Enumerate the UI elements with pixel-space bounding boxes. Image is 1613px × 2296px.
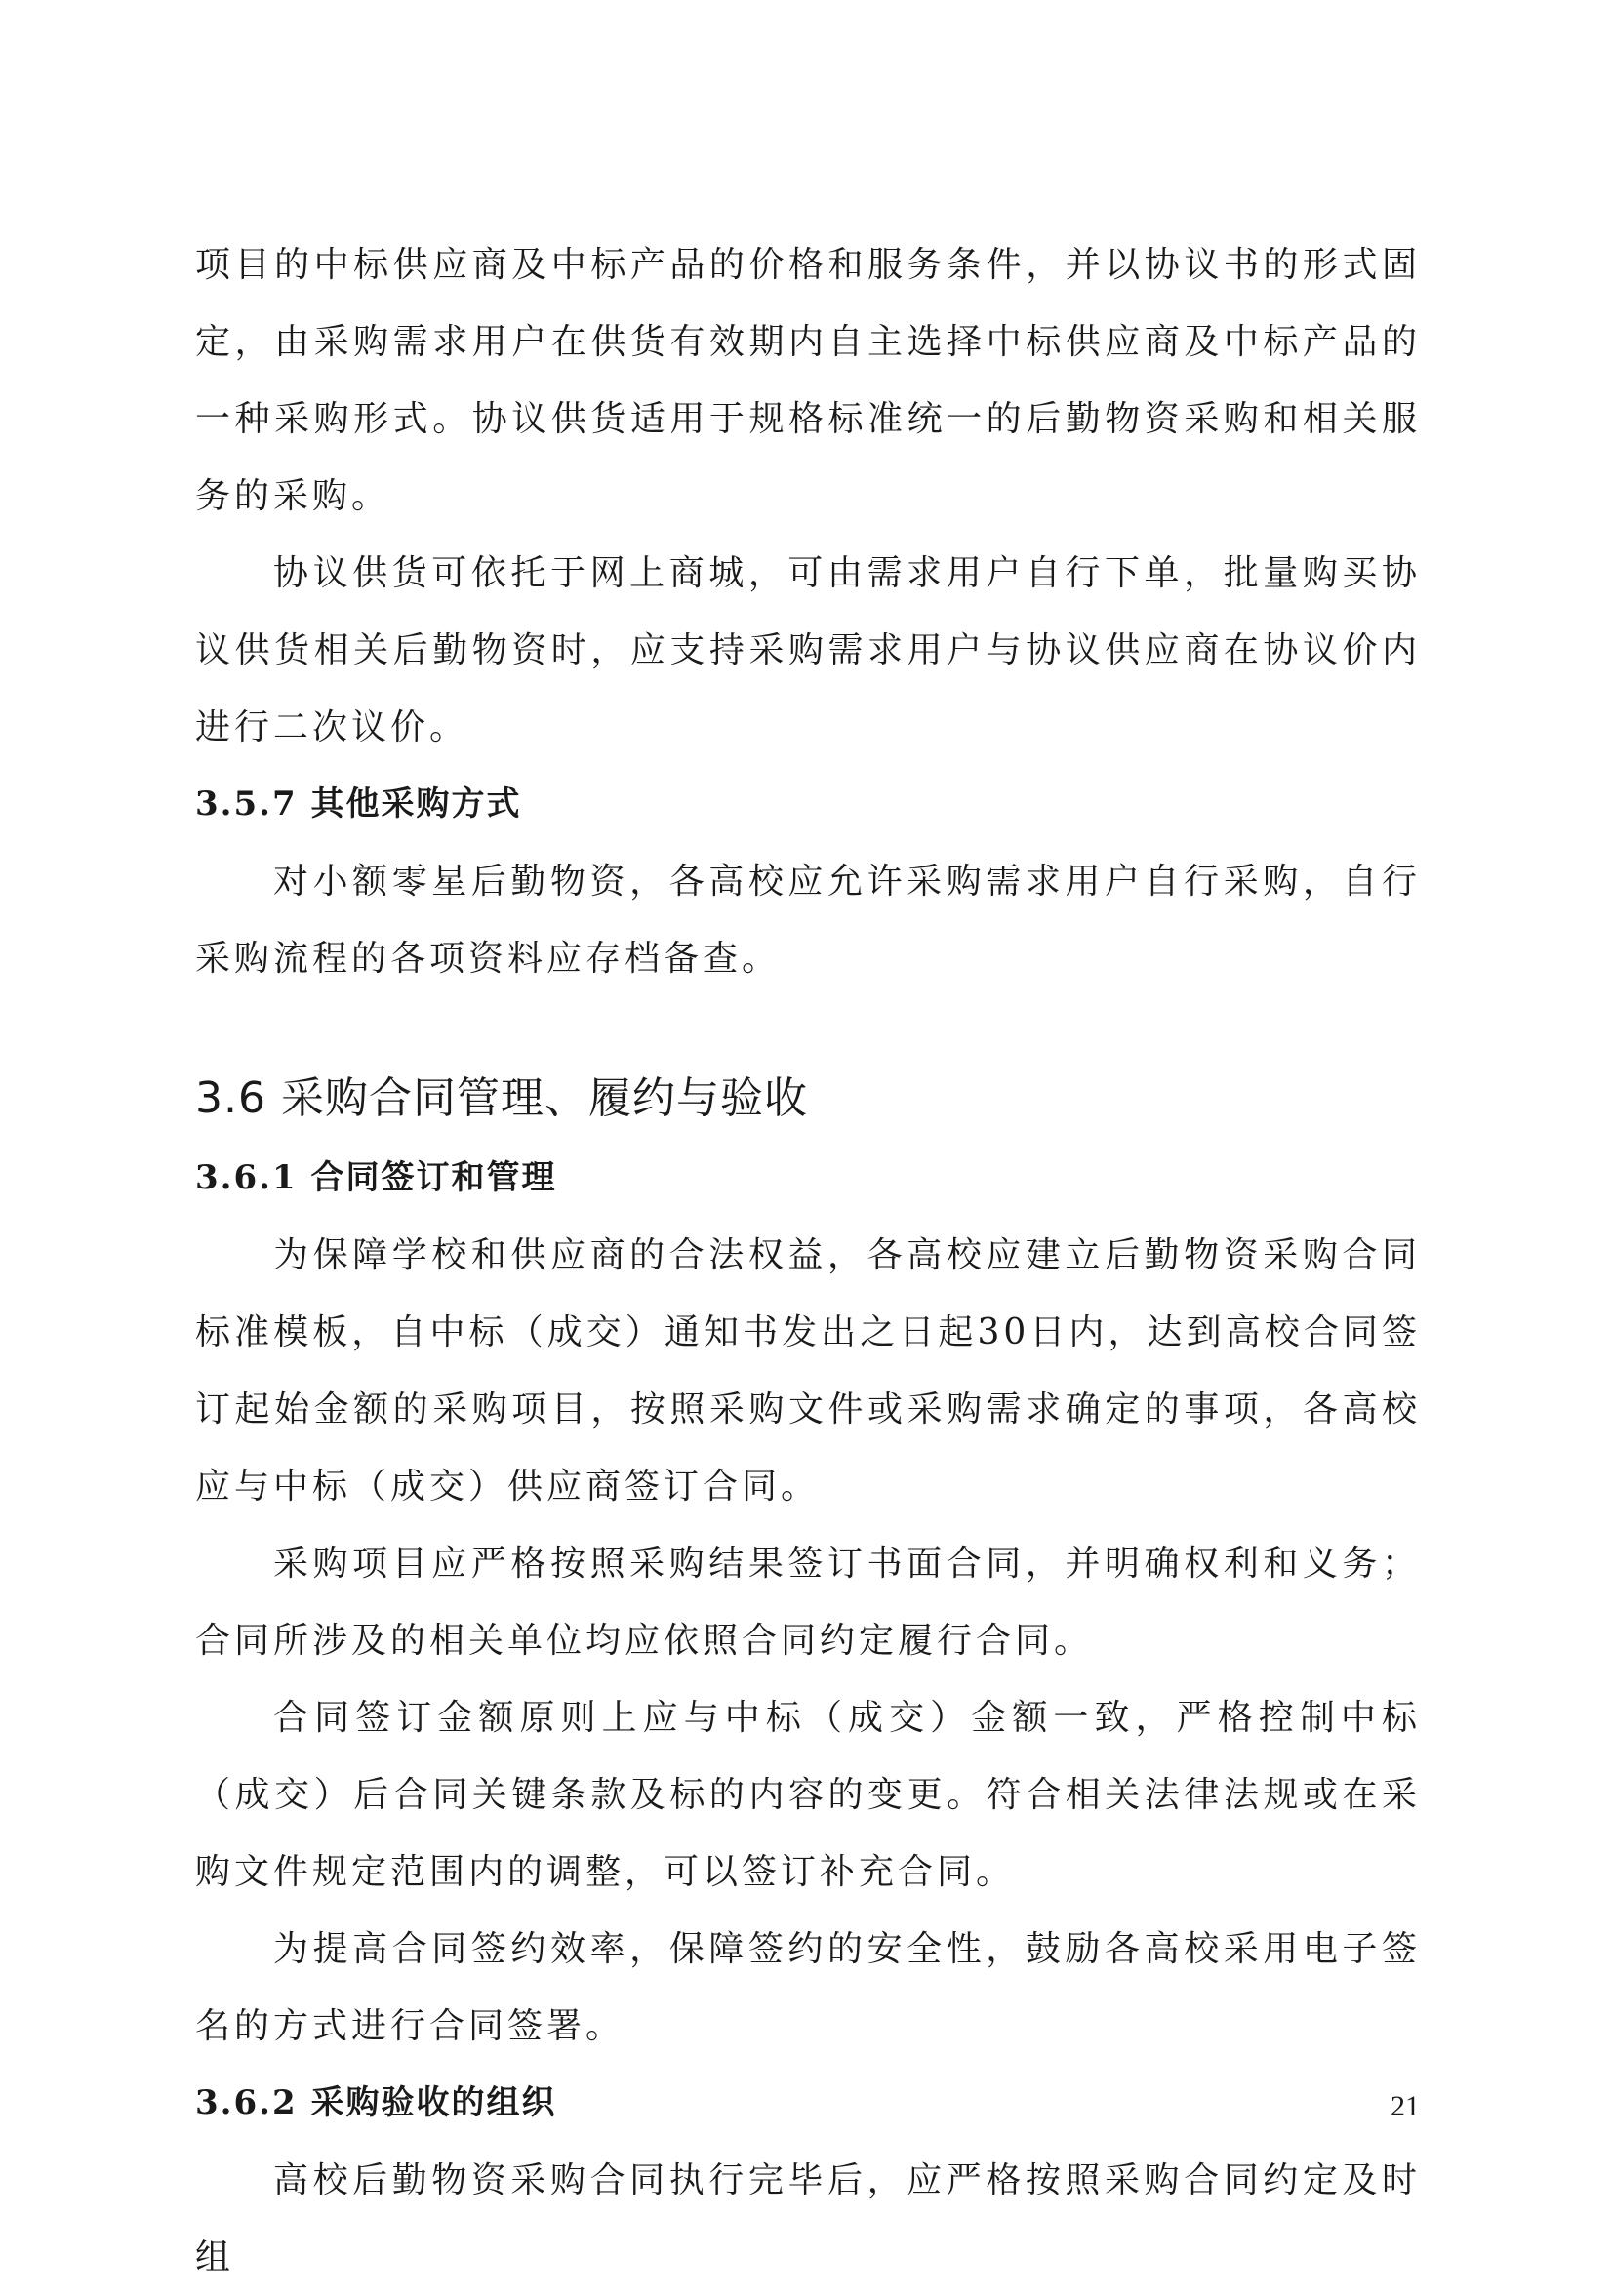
- heading-3-6: 3.6 采购合同管理、履约与验收: [195, 1073, 808, 1123]
- page-number: 21: [1391, 2090, 1420, 2122]
- paragraph-agreement-supply-definition: 项目的中标供应商及中标产品的价格和服务条件，并以协议书的形式固定，由采购需求用户在供货有效期内自主选择中标供应商及中标产品的一种采购形式。协议供货适用于规格标准统一的后勤物资采购和相关服务的采购。: [195, 245, 1421, 516]
- paragraph-contract-template: 为保障学校和供应商的合法权益，各高校应建立后勤物资采购合同标准模板，自中标（成交）通知书发出之日起30日内，达到高校合同签订起始金额的采购项目，按照采购文件或采购需求确定的事项，各高校应与中标（成交）供应商签订合同。: [195, 1235, 1421, 1507]
- page-body: [195, 226, 1421, 2296]
- paragraph-acceptance: 高校后勤物资采购合同执行完毕后，应严格按照采购合同约定及时组: [195, 2160, 1421, 2277]
- heading-3-6-2: 3.6.2 采购验收的组织: [195, 2083, 557, 2122]
- paragraph-online-mall: 协议供货可依托于网上商城，可由需求用户自行下单，批量购买协议供货相关后勤物资时，应支持采购需求用户与协议供应商在协议价内进行二次议价。: [195, 553, 1421, 747]
- heading-3-6-1: 3.6.1 合同签订和管理: [195, 1158, 557, 1197]
- paragraph-electronic-signature: 为提高合同签约效率，保障签约的安全性，鼓励各高校采用电子签名的方式进行合同签署。: [195, 1929, 1421, 2046]
- heading-3-5-7: 3.5.7 其他采购方式: [195, 785, 522, 824]
- paragraph-small-purchases: 对小额零星后勤物资，各高校应允许采购需求用户自行采购，自行采购流程的各项资料应存档备查。: [195, 862, 1421, 979]
- paragraph-contract-amount: 合同签订金额原则上应与中标（成交）金额一致，严格控制中标（成交）后合同关键条款及标的内容的变更。符合相关法律法规或在采购文件规定范围内的调整，可以签订补充合同。: [195, 1698, 1421, 1892]
- paragraph-written-contract: 采购项目应严格按照采购结果签订书面合同，并明确权利和义务；合同所涉及的相关单位均应依照合同约定履行合同。: [195, 1544, 1421, 1661]
